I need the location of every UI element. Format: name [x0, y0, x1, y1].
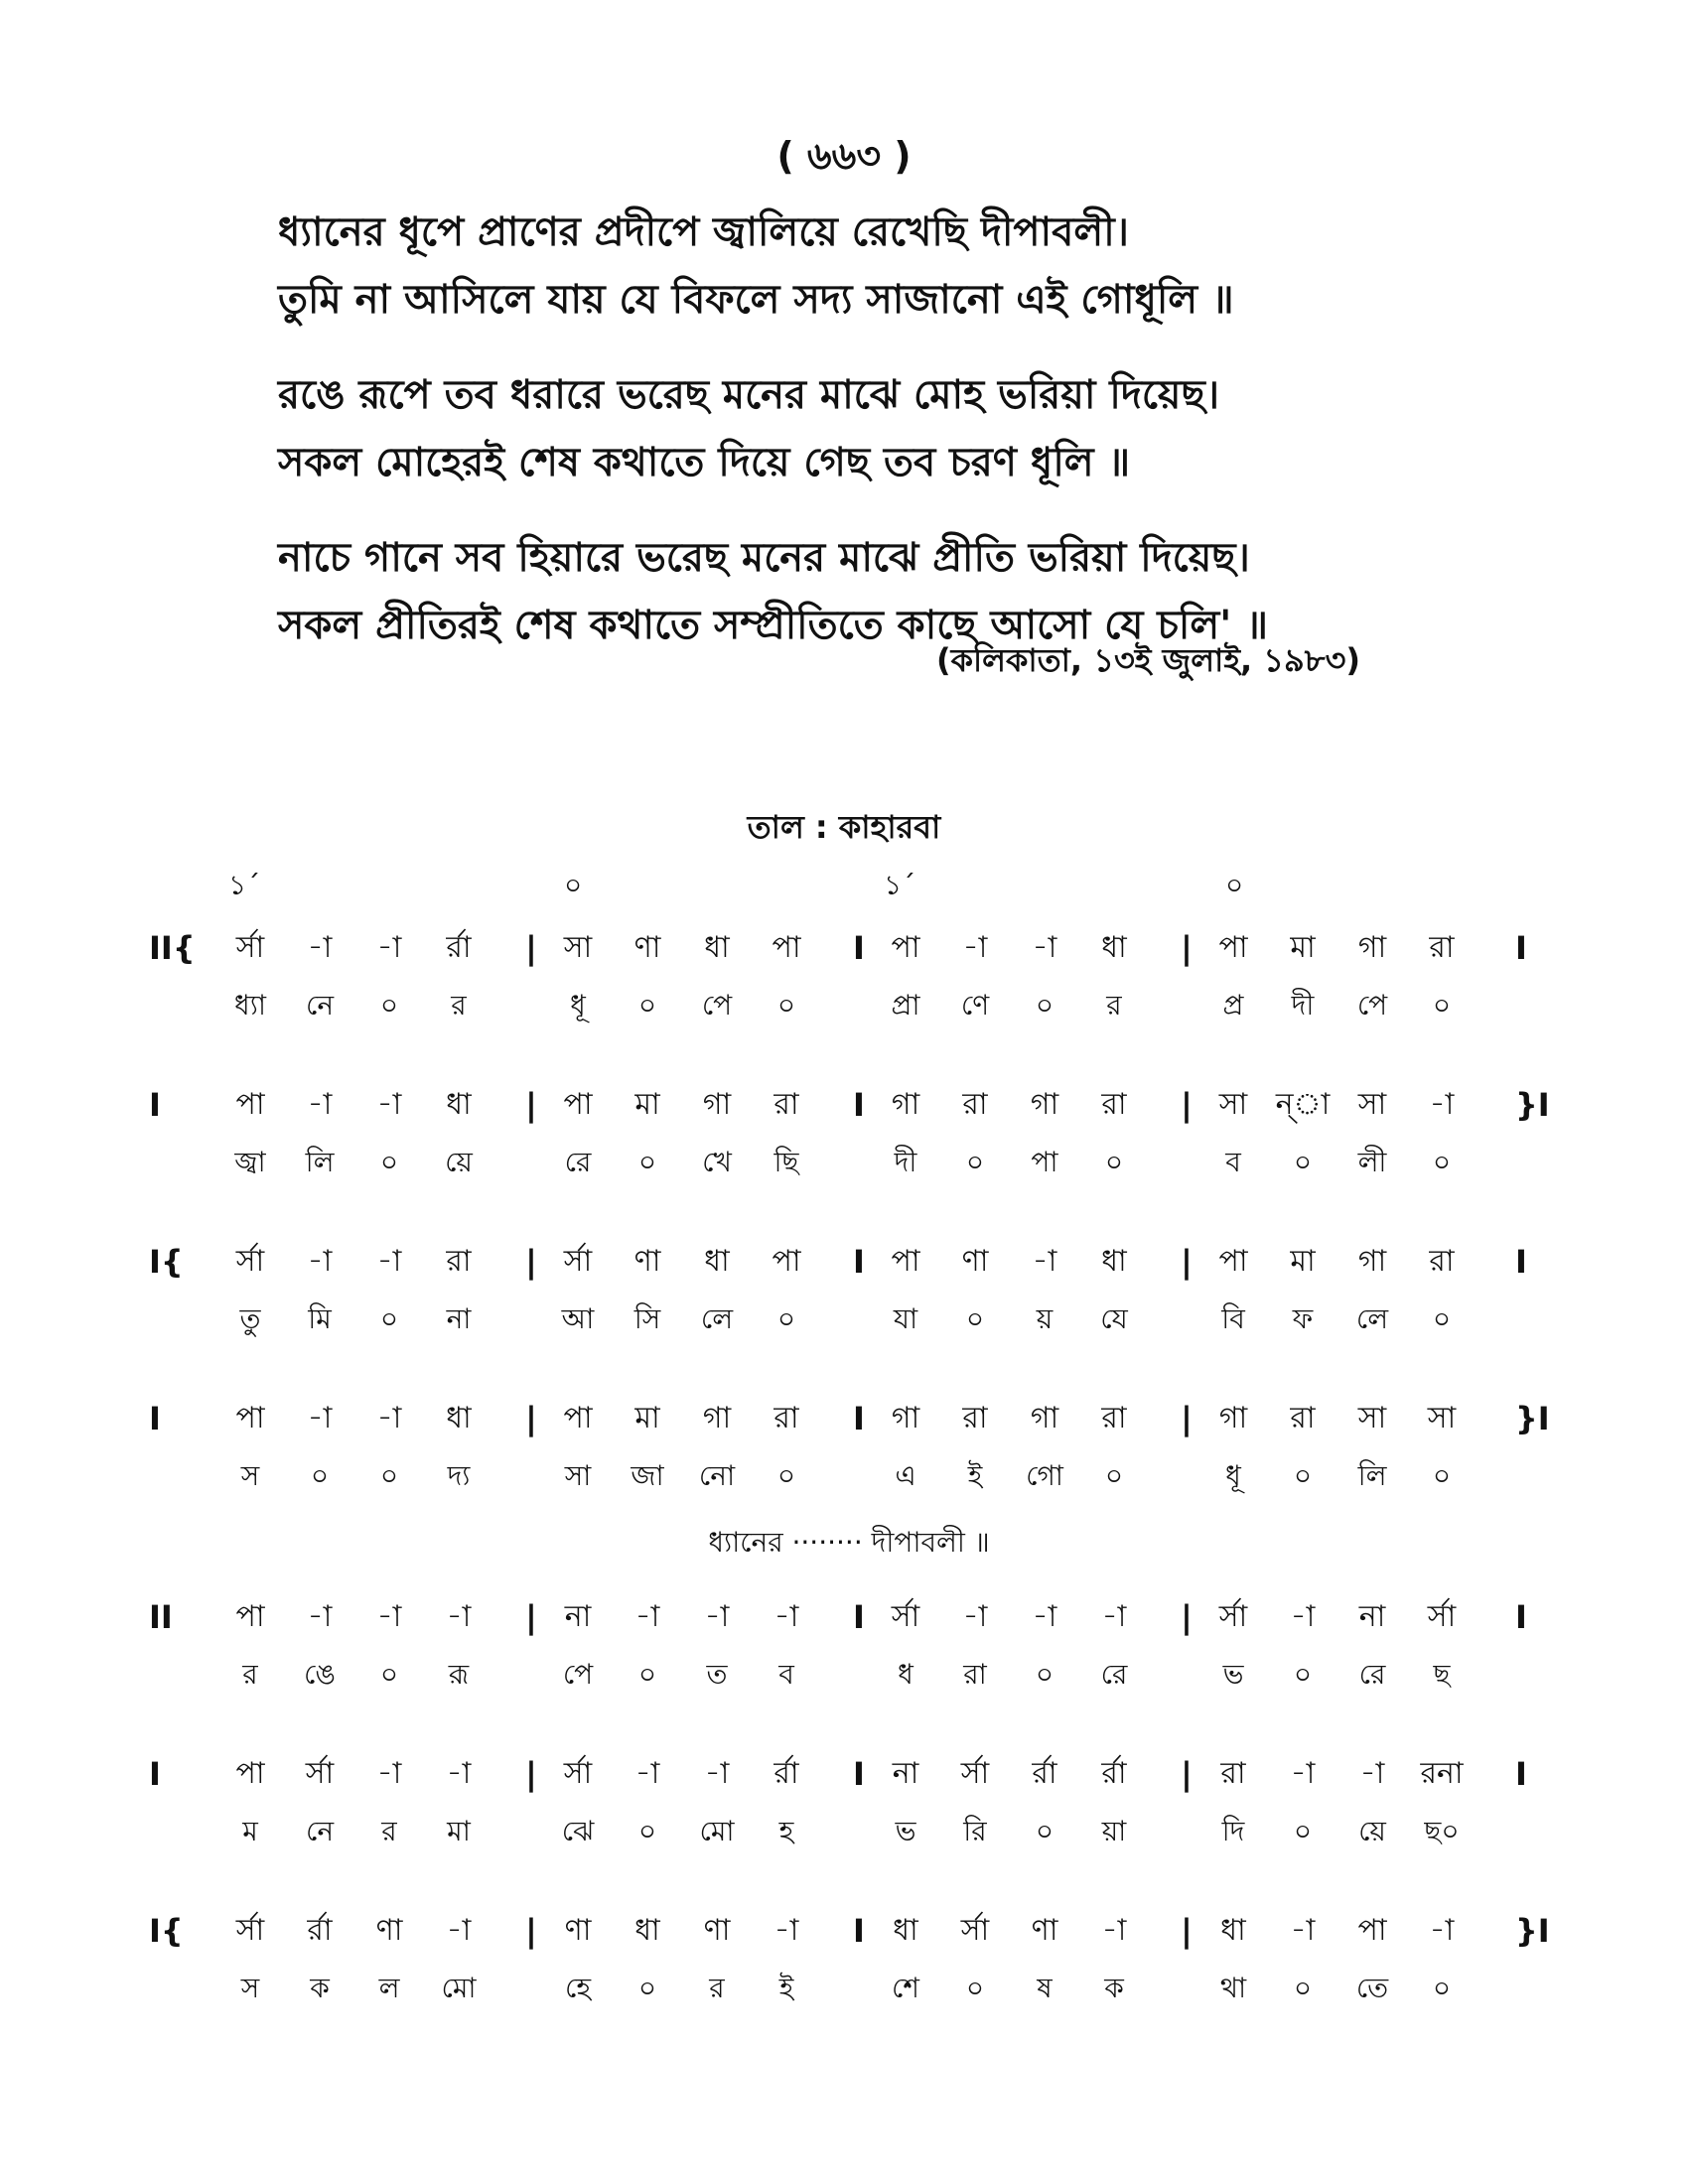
note: পা — [1357, 1913, 1387, 1948]
note: র্সা — [235, 1244, 265, 1279]
note: ণা — [564, 1913, 592, 1948]
note: -া — [446, 1599, 472, 1634]
syllable: পা — [1031, 1146, 1058, 1178]
bar-line: | — [1181, 929, 1193, 967]
note: র্সা — [1218, 1599, 1248, 1634]
syllable: বি — [1221, 1302, 1245, 1335]
note: -া — [376, 930, 402, 965]
syllable: ঝে — [561, 1815, 595, 1847]
syllable: র — [1106, 989, 1122, 1022]
note: রা — [1290, 1401, 1316, 1435]
note: পা — [563, 1087, 593, 1122]
note: মা — [1290, 930, 1316, 965]
syllable: ণে — [960, 989, 990, 1022]
syllable: ০ — [1035, 1815, 1055, 1847]
syllable: ০ — [379, 1459, 399, 1492]
syllable: ০ — [965, 1302, 985, 1335]
syllable: আ — [561, 1302, 595, 1335]
note: পা — [1218, 1244, 1248, 1279]
syllable: ক — [1104, 1972, 1124, 2004]
note: রা — [774, 1087, 799, 1122]
syllable: রে — [1358, 1658, 1386, 1691]
bar-line: I — [853, 1243, 865, 1281]
note: গা — [1030, 1087, 1059, 1122]
syllable: য়া — [1101, 1815, 1127, 1847]
syllable: ০ — [1104, 1146, 1124, 1178]
syllable: য়ে — [445, 1146, 473, 1178]
bar-start-sign: I{ — [149, 1243, 184, 1281]
beat-mark: ১´ — [228, 869, 261, 901]
syllable: জা — [631, 1459, 664, 1492]
syllable: গো — [1026, 1459, 1063, 1492]
bar-line: I — [853, 1400, 865, 1437]
note: সা — [1357, 1087, 1387, 1122]
syllable: ০ — [1293, 1658, 1313, 1691]
syllable: র — [709, 1972, 725, 2004]
syllable: ০ — [1035, 989, 1055, 1022]
syllable: ০ — [379, 1658, 399, 1691]
lyric-line: ধ্যানের ধূপে প্রাণের প্রদীপে জ্বালিয়ে রেখেছি দীপাবলী। — [278, 209, 1129, 255]
note: র্সা — [1427, 1599, 1457, 1634]
syllable: পে — [562, 1658, 594, 1691]
syllable: ০ — [1432, 1459, 1452, 1492]
lyric-line: নাচে গানে সব হিয়ারে ভরেছ মনের মাঝে প্রীতি ভরিয়া দিয়েছ। — [278, 535, 1250, 581]
syllable-row — [149, 1134, 1549, 1191]
syllable: ০ — [1432, 1146, 1452, 1178]
note: -া — [1290, 1756, 1316, 1791]
note: রা — [1101, 1087, 1127, 1122]
syllable: লি — [305, 1146, 335, 1178]
bar-start-sign: I{ — [149, 1912, 184, 1950]
bar-line: | — [1181, 1243, 1193, 1281]
note: র্সা — [960, 1913, 990, 1948]
note: -া — [1429, 1087, 1455, 1122]
note: গা — [1357, 1244, 1387, 1279]
syllable: মি — [308, 1302, 332, 1335]
syllable: ০ — [1432, 1972, 1452, 2004]
note: -া — [1290, 1913, 1316, 1948]
syllable: সা — [564, 1459, 592, 1492]
syllable: ০ — [1293, 1972, 1313, 2004]
syllable: না — [446, 1302, 472, 1335]
note: গা — [702, 1087, 732, 1122]
syllable: রে — [1100, 1658, 1128, 1691]
lyric-stanza — [278, 199, 1450, 334]
bar-line: | — [1181, 1755, 1193, 1793]
note: ণা — [633, 1244, 661, 1279]
syllable: রে — [564, 1146, 592, 1178]
bar-line: | — [525, 929, 537, 967]
note: র্সা — [891, 1599, 920, 1634]
note: র্সা — [563, 1244, 593, 1279]
syllable: ০ — [1293, 1815, 1313, 1847]
syllable: ০ — [379, 989, 399, 1022]
syllable: ০ — [776, 989, 796, 1022]
note: র্সা — [305, 1756, 335, 1791]
syllable: ব — [1225, 1146, 1241, 1178]
syllable: ০ — [379, 1146, 399, 1178]
syllable: হ — [778, 1815, 794, 1847]
syllable-row — [149, 1646, 1549, 1704]
syllable: দী — [894, 1146, 917, 1178]
bar-line: | — [525, 1400, 537, 1437]
note: -া — [376, 1087, 402, 1122]
note: ণা — [703, 1913, 731, 1948]
lyric-line: সকল মোহেরই শেষ কথাতে দিয়ে গেছ তব চরণ ধূলি ॥ — [278, 440, 1131, 485]
note: রনা — [1420, 1756, 1464, 1791]
syllable: থা — [1219, 1972, 1247, 2004]
lyrics-block — [278, 199, 1450, 687]
bar-line: | — [525, 1598, 537, 1636]
note: -া — [307, 1599, 333, 1634]
notation-row — [149, 1588, 1549, 1646]
note: র্রা — [774, 1756, 799, 1791]
syllable: ০ — [776, 1459, 796, 1492]
note: ধা — [446, 1087, 472, 1122]
bar-line: | — [525, 1086, 537, 1124]
note: -া — [376, 1244, 402, 1279]
note: -া — [634, 1756, 660, 1791]
syllable: র — [242, 1658, 258, 1691]
note: -া — [307, 930, 333, 965]
note: র্রা — [1101, 1756, 1127, 1791]
note: ধা — [893, 1913, 918, 1948]
bar-line: I — [853, 1755, 865, 1793]
syllable: ই — [967, 1459, 983, 1492]
page-number: ( ৬৬৩ ) — [776, 134, 912, 178]
note: মা — [1290, 1244, 1316, 1279]
beat-mark: ১´ — [884, 869, 916, 901]
syllable: ০ — [965, 1972, 985, 2004]
note: পা — [772, 1244, 801, 1279]
note: -া — [307, 1401, 333, 1435]
syllable: ত — [706, 1658, 728, 1691]
syllable: দী — [1291, 989, 1315, 1022]
syllable-row — [149, 1803, 1549, 1860]
note: -া — [1290, 1599, 1316, 1634]
lyric-line: সকল প্রীতিরই শেষ কথাতে সম্প্রীতিতে কাছে আসো যে চলি' ॥ — [278, 603, 1268, 648]
syllable: শে — [892, 1972, 919, 2004]
syllable: ০ — [637, 1972, 657, 2004]
syllable: মো — [441, 1972, 477, 2004]
syllable: ০ — [1293, 1146, 1313, 1178]
syllable: ক — [310, 1972, 330, 2004]
syllable: ০ — [310, 1459, 330, 1492]
note: ধা — [1101, 930, 1127, 965]
syllable: ০ — [776, 1302, 796, 1335]
note: -া — [962, 930, 988, 965]
syllable: ০ — [379, 1302, 399, 1335]
syllable: দ্য — [447, 1459, 471, 1492]
note: ধা — [704, 1244, 730, 1279]
note: রা — [1429, 930, 1455, 965]
syllable: ছ০ — [1424, 1815, 1460, 1847]
note: না — [1358, 1599, 1386, 1634]
note: ধা — [634, 1913, 660, 1948]
syllable: ম — [242, 1815, 258, 1847]
lyric-stanza — [278, 361, 1450, 496]
syllable: প্রা — [891, 989, 920, 1022]
notation-row — [149, 1902, 1549, 1960]
syllable: তে — [1355, 1972, 1389, 2004]
lyric-line: তুমি না আসিলে যায় যে বিফলে সদ্য সাজানো এই গোধূলি ॥ — [278, 277, 1234, 323]
syllable: যে — [1100, 1302, 1128, 1335]
syllable: ব — [778, 1658, 794, 1691]
syllable: লী — [1357, 1146, 1387, 1178]
note: রা — [774, 1401, 799, 1435]
note: ণা — [633, 930, 661, 965]
note: ণা — [961, 1244, 989, 1279]
note: -া — [446, 1756, 472, 1791]
bar-line: | — [1181, 1400, 1193, 1437]
syllable: ঙে — [304, 1658, 336, 1691]
note: র্সা — [235, 1913, 265, 1948]
note: -া — [1359, 1756, 1385, 1791]
bar-end-sign: }I — [1515, 1086, 1550, 1124]
note: না — [892, 1756, 919, 1791]
note: সা — [1427, 1401, 1457, 1435]
note: পা — [235, 1599, 265, 1634]
bar-line: | — [1181, 1912, 1193, 1950]
bar-start-sign: II{ — [149, 929, 196, 967]
bar-start-sign: I — [149, 1400, 161, 1437]
note: -া — [1032, 1244, 1057, 1279]
place-date: (কলিকাতা, ১৩ই জুলাই, ১৯৮৩) — [935, 641, 1360, 679]
note: -া — [307, 1244, 333, 1279]
beat-mark: ০ — [564, 869, 583, 901]
syllable-row — [149, 1960, 1549, 2017]
note: -া — [376, 1599, 402, 1634]
note: পা — [772, 930, 801, 965]
bar-line: I — [853, 1598, 865, 1636]
note: পা — [891, 930, 920, 965]
bar-line: I — [853, 929, 865, 967]
bar-line: | — [1181, 1086, 1193, 1124]
note: গা — [1218, 1401, 1248, 1435]
note: -া — [962, 1599, 988, 1634]
syllable: ছ — [1433, 1658, 1451, 1691]
note: মা — [634, 1087, 660, 1122]
note: পা — [235, 1087, 265, 1122]
syllable: তু — [239, 1302, 261, 1335]
syllable: ল — [378, 1972, 400, 2004]
syllable: ০ — [637, 1146, 657, 1178]
bar-start-sign: II — [149, 1598, 173, 1636]
note: র্রা — [446, 930, 472, 965]
notation-row — [149, 1233, 1549, 1291]
syllable: ভ — [1222, 1658, 1244, 1691]
note: র্রা — [307, 1913, 333, 1948]
note: রা — [446, 1244, 472, 1279]
syllable: র — [451, 989, 467, 1022]
syllable: য় — [1036, 1302, 1054, 1335]
syllable: হে — [564, 1972, 592, 2004]
syllable: ছি — [774, 1146, 799, 1178]
syllable: সি — [633, 1302, 661, 1335]
note: গা — [1030, 1401, 1059, 1435]
notation-row — [149, 1745, 1549, 1803]
note: ণা — [1031, 1913, 1058, 1948]
beat-marks — [149, 864, 1549, 919]
bar-end-sign: }I — [1515, 1400, 1550, 1437]
syllable: লি — [1357, 1459, 1387, 1492]
syllable: ফ — [1292, 1302, 1314, 1335]
syllable: রি — [963, 1815, 987, 1847]
syllable: ধূ — [1225, 1459, 1241, 1492]
note: ধা — [1101, 1244, 1127, 1279]
syllable: ০ — [965, 1146, 985, 1178]
syllable: ধ্যা — [234, 989, 266, 1022]
note: -া — [1429, 1913, 1455, 1948]
note: র্রা — [1032, 1756, 1057, 1791]
lyric-line: রঙে রূপে তব ধরারে ভরেছ মনের মাঝে মোহ ভরিয়া দিয়েছ। — [278, 372, 1220, 418]
bar-end-sign: I — [1515, 1755, 1527, 1793]
note: ণা — [375, 1913, 403, 1948]
note: -া — [1101, 1913, 1127, 1948]
syllable-row — [149, 1447, 1549, 1505]
syllable: নে — [305, 989, 335, 1022]
syllable: ০ — [1432, 1302, 1452, 1335]
bar-line: I — [853, 1086, 865, 1124]
syllable: ০ — [1104, 1459, 1124, 1492]
refrain-line: ধ্যানের ········ দীপাবলী ॥ — [708, 1526, 990, 1559]
note: না — [564, 1599, 592, 1634]
bar-line: | — [525, 1243, 537, 1281]
note: -া — [704, 1599, 730, 1634]
note: -া — [634, 1599, 660, 1634]
syllable: ধ — [898, 1658, 914, 1691]
note: গা — [702, 1401, 732, 1435]
note: রা — [962, 1087, 988, 1122]
syllable: ০ — [637, 1658, 657, 1691]
beat-mark: ০ — [1225, 869, 1244, 901]
syllable: ধূ — [570, 989, 586, 1022]
syllable: ০ — [637, 989, 657, 1022]
syllable: নো — [698, 1459, 736, 1492]
note: -া — [774, 1599, 799, 1634]
taal-label: তাল : কাহারবা — [747, 808, 941, 846]
syllable: এ — [895, 1459, 916, 1492]
note: সা — [563, 930, 593, 965]
note: ন্া — [1275, 1087, 1331, 1122]
note: রা — [1220, 1756, 1246, 1791]
syllable: যা — [893, 1302, 918, 1335]
note: -া — [1032, 930, 1057, 965]
note: সা — [1357, 1401, 1387, 1435]
syllable: ভ — [895, 1815, 916, 1847]
bar-start-sign: I — [149, 1755, 161, 1793]
syllable: মো — [699, 1815, 735, 1847]
note: সা — [1218, 1087, 1248, 1122]
syllable: নে — [305, 1815, 335, 1847]
syllable: ই — [778, 1972, 794, 2004]
bar-end-sign: I — [1515, 1243, 1527, 1281]
notation-row — [149, 1076, 1549, 1134]
syllable: জ্বা — [234, 1146, 266, 1178]
syllable-row — [149, 1291, 1549, 1348]
note: পা — [563, 1401, 593, 1435]
note: র্সা — [235, 930, 265, 965]
bar-start-sign: I — [149, 1086, 161, 1124]
syllable: ০ — [1035, 1658, 1055, 1691]
bar-end-sign: I — [1515, 929, 1527, 967]
note: র্সা — [960, 1756, 990, 1791]
bar-end-sign: }I — [1515, 1912, 1550, 1950]
syllable: স — [240, 1459, 260, 1492]
syllable: দি — [1221, 1815, 1245, 1847]
note: র্সা — [563, 1756, 593, 1791]
note: -া — [1101, 1599, 1127, 1634]
note: ধা — [1220, 1913, 1246, 1948]
note: -া — [704, 1756, 730, 1791]
note: -া — [774, 1913, 799, 1948]
note: রা — [962, 1401, 988, 1435]
bar-line: | — [1181, 1598, 1193, 1636]
syllable: ০ — [1432, 989, 1452, 1022]
syllable: স — [240, 1972, 260, 2004]
note: পা — [235, 1401, 265, 1435]
syllable: প্র — [1222, 989, 1244, 1022]
syllable: রূ — [448, 1658, 470, 1691]
syllable: খে — [702, 1146, 732, 1178]
syllable: র — [381, 1815, 397, 1847]
bar-end-sign: I — [1515, 1598, 1527, 1636]
note: -া — [376, 1756, 402, 1791]
note: গা — [1357, 930, 1387, 965]
syllable: রা — [963, 1658, 987, 1691]
syllable: লে — [1355, 1302, 1389, 1335]
note: রা — [1101, 1401, 1127, 1435]
note: -া — [376, 1401, 402, 1435]
syllable: লে — [700, 1302, 734, 1335]
notation-block — [149, 864, 1549, 2059]
syllable: ০ — [637, 1815, 657, 1847]
note: মা — [634, 1401, 660, 1435]
note: ধা — [446, 1401, 472, 1435]
note: গা — [891, 1401, 920, 1435]
syllable: মা — [447, 1815, 471, 1847]
syllable: ষ — [1037, 1972, 1053, 2004]
bar-line: | — [525, 1912, 537, 1950]
syllable: পে — [701, 989, 733, 1022]
notation-row — [149, 919, 1549, 977]
note: -া — [446, 1913, 472, 1948]
bar-line: I — [853, 1912, 865, 1950]
syllable: ০ — [1293, 1459, 1313, 1492]
note: পা — [891, 1244, 920, 1279]
note: পা — [235, 1756, 265, 1791]
notation-row — [149, 1390, 1549, 1447]
note: -া — [1032, 1599, 1057, 1634]
syllable: পে — [1356, 989, 1388, 1022]
syllable-row — [149, 977, 1549, 1034]
syllable: য়ে — [1358, 1815, 1386, 1847]
note: গা — [891, 1087, 920, 1122]
bar-line: | — [525, 1755, 537, 1793]
note: -া — [307, 1087, 333, 1122]
note: রা — [1429, 1244, 1455, 1279]
note: ধা — [704, 930, 730, 965]
note: পা — [1218, 930, 1248, 965]
